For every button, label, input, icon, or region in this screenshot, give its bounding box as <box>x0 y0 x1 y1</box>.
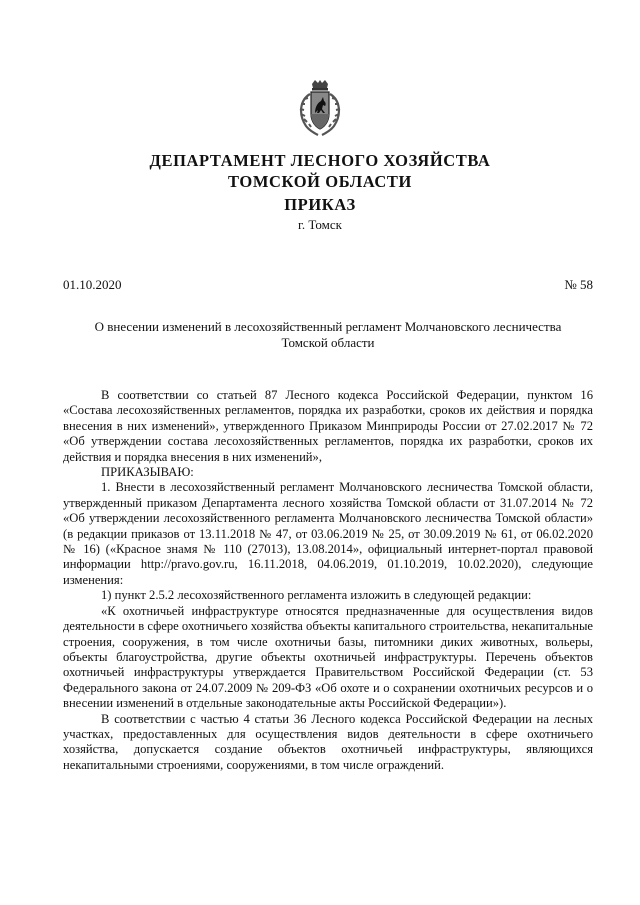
document-subject <box>63 319 593 351</box>
organization-line-2: ТОМСКОЙ ОБЛАСТИ <box>228 172 412 191</box>
organization-name <box>0 150 640 192</box>
paragraph-continuation: В соответствии с частью 4 статьи 36 Лесного кодекса Российской Федерации на лесных участках, предоставленных для осуществления видов деятельности в сфере охотничьего хозяйства, допускается создание объектов охотничьей инфраструктуры, являющихся некапитальными строениями, сооружениями, в том числе ограждений. <box>63 711 593 772</box>
document-number: № 58 <box>564 277 593 292</box>
coat-of-arms-icon <box>296 80 344 138</box>
document-city: г. Томск <box>298 217 342 232</box>
paragraph-order-word: ПРИКАЗЫВАЮ: <box>101 465 194 480</box>
paragraph-quote: «К охотничьей инфраструктуре относятся предназначенные для осуществления видов деятельности в сфере охотничьего хозяйства объекты капитального строительства, некапитальные строения, сооружения, в том числе охотничьи базы, питомники диких животных, вольеры, объекты благоустройства, другие объекты охотничьей инфраструктуры. Перечень объектов охотничьей инфраструктуры утверждается Правительством Российской Федерации (ст. 53 Федерального закона от 24.07.2009 № 209-ФЗ «Об охоте и о сохранении охотничьих ресурсов и о внесении изменений в отдельные законодательные акты Российской Федерации»). <box>63 603 593 711</box>
paragraph-subitem-1: 1) пункт 2.5.2 лесохозяйственного регламента изложить в следующей редакции: <box>101 588 532 603</box>
subject-line-2: Томской области <box>281 335 375 350</box>
organization-line-1: ДЕПАРТАМЕНТ ЛЕСНОГО ХОЗЯЙСТВА <box>149 151 491 170</box>
document-body <box>63 388 593 773</box>
subject-line-1: О внесении изменений в лесохозяйственный регламент Молчановского лесничества <box>94 319 562 334</box>
paragraph-item-1: 1. Внести в лесохозяйственный регламент Молчановского лесничества Томской области, утвержденный приказом Департамента лесного хозяйства Томской области от 31.07.2014 № 72 «Об утверждении лесохозяйственного регламента Молчановского лесничества Томской области» (в редакции приказов от 13.11.2018 № 47, от 03.06.2019 № 25, от 30.09.2019 № 61, от 06.02.2020 № 16) («Красное знамя № 110 (27013), 13.08.2014», официальный интернет-портал правовой информации http://pravo.gov.ru, 16.11.2018, 04.06.2019, 01.10.2019, 10.02.2020), следующие изменения: <box>63 480 593 587</box>
document-type: ПРИКАЗ <box>284 195 356 214</box>
paragraph-preamble: В соответствии со статьей 87 Лесного кодекса Российской Федерации, пунктом 16 «Состава лесохозяйственных регламентов, порядка их разработки, сроков их действия и порядка внесения в них изменений», утвержденного Приказом Минприроды России от 27.02.2017 № 72 «Об утверждении состава лесохозяйственных регламентов, порядка их разработки, сроков их действия и порядка внесения в них изменений», <box>63 388 593 464</box>
document-date: 01.10.2020 <box>63 277 122 292</box>
